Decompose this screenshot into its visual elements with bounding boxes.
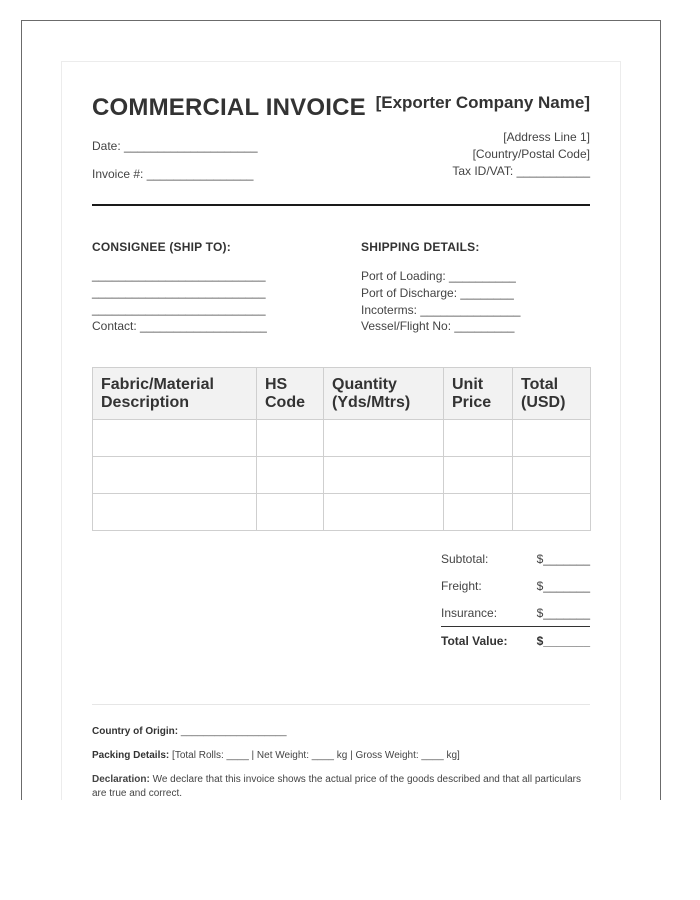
consignee-line: __________________________ [92, 285, 266, 299]
shipping-heading: SHIPPING DETAILS: [361, 240, 480, 254]
table-row [93, 457, 591, 494]
column-header-description: Fabric/Material Description [93, 368, 257, 420]
total-value: $_______ [536, 634, 590, 648]
declaration-label: Declaration: [92, 774, 150, 785]
column-header-unit-price: Unit Price [444, 368, 513, 420]
header-divider [92, 204, 590, 206]
table-row [93, 420, 591, 457]
consignee-heading: CONSIGNEE (SHIP TO): [92, 240, 231, 254]
table-cell[interactable] [324, 494, 444, 531]
items-table [92, 367, 591, 531]
footer-divider [92, 704, 590, 705]
consignee-contact: Contact: ___________________ [92, 319, 267, 333]
table-cell[interactable] [444, 457, 513, 494]
country-of-origin [92, 726, 287, 737]
port-of-discharge: Port of Discharge: ________ [361, 286, 514, 300]
country-of-origin-value: ___________________ [178, 726, 287, 737]
invoice-title: COMMERCIAL INVOICE [92, 94, 366, 121]
declaration-text: We declare that this invoice shows the actual price of the goods described and that all particulars are true and correct. [92, 774, 581, 799]
consignee-line: __________________________ [92, 268, 266, 282]
date-field: Date: ____________________ [92, 139, 258, 153]
tax-id-field: Tax ID/VAT: ___________ [452, 164, 590, 178]
table-cell[interactable] [257, 494, 324, 531]
port-of-loading: Port of Loading: __________ [361, 269, 516, 283]
vessel-flight-no: Vessel/Flight No: _________ [361, 319, 515, 333]
freight-label: Freight: [441, 579, 482, 593]
packing-details [92, 750, 460, 761]
table-cell[interactable] [513, 457, 591, 494]
total-value-label: Total Value: [441, 634, 508, 648]
table-header-row [93, 368, 591, 420]
table-cell[interactable] [324, 457, 444, 494]
table-cell[interactable] [513, 420, 591, 457]
packing-details-value: [Total Rolls: ____ | Net Weight: ____ kg | Gross Weight: ____ kg] [169, 750, 460, 761]
column-header-hs-code: HS Code [257, 368, 324, 420]
freight-value: $_______ [536, 579, 590, 593]
country-of-origin-label: Country of Origin: [92, 726, 179, 737]
subtotal-value: $_______ [536, 552, 590, 566]
table-cell[interactable] [324, 420, 444, 457]
declaration [92, 773, 590, 801]
table-cell[interactable] [444, 494, 513, 531]
table-cell[interactable] [93, 494, 257, 531]
consignee-line: __________________________ [92, 302, 266, 316]
invoice-number-field: Invoice #: ________________ [92, 167, 254, 181]
table-cell[interactable] [513, 494, 591, 531]
packing-details-label: Packing Details: [92, 750, 170, 761]
country-postal-code: [Country/Postal Code] [472, 147, 590, 161]
subtotal-label: Subtotal: [441, 552, 489, 566]
column-header-quantity: Quantity (Yds/Mtrs) [324, 368, 444, 420]
insurance-value: $_______ [536, 606, 590, 620]
address-line: [Address Line 1] [503, 130, 590, 144]
exporter-company-name: [Exporter Company Name] [375, 93, 590, 112]
table-cell[interactable] [257, 420, 324, 457]
table-row [93, 494, 591, 531]
table-cell[interactable] [444, 420, 513, 457]
table-cell[interactable] [93, 457, 257, 494]
column-header-total: Total (USD) [513, 368, 591, 420]
table-cell[interactable] [93, 420, 257, 457]
incoterms: Incoterms: _______________ [361, 303, 521, 317]
table-cell[interactable] [257, 457, 324, 494]
totals-divider [441, 626, 590, 627]
insurance-label: Insurance: [441, 606, 498, 620]
